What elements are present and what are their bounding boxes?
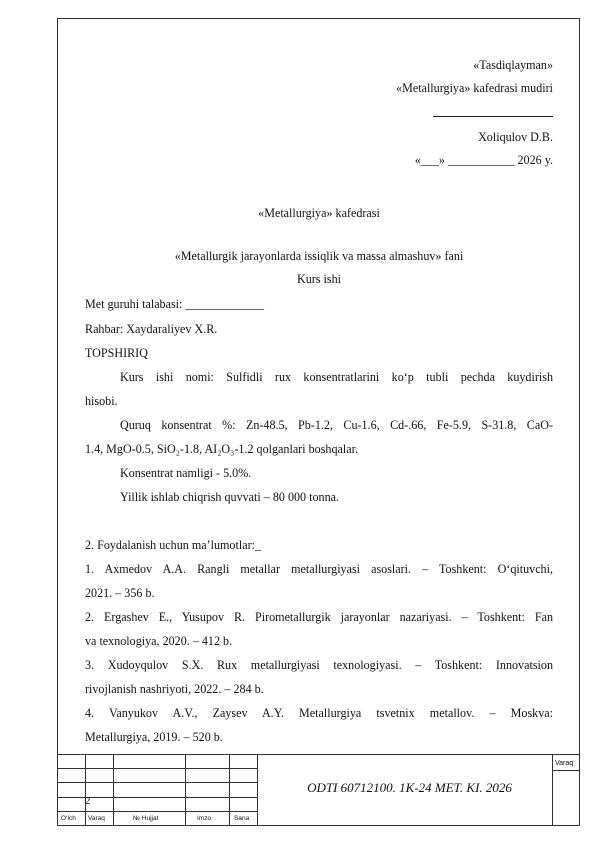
approval-name: Xoliqulov D.B. bbox=[478, 130, 553, 144]
task-topic-line2: hisobi. bbox=[85, 394, 118, 408]
stamp-varaq-label: Varaq bbox=[555, 760, 574, 767]
stamp-col-varaq: Varaq bbox=[88, 815, 105, 822]
supervisor-line: Rahbar: Xaydaraliyev X.R. bbox=[85, 322, 218, 336]
signature-line bbox=[433, 116, 553, 117]
literature-item-2-line2: va texnologiya, 2020. – 412 b. bbox=[85, 634, 233, 648]
task-capacity: Yillik ishlab chiqrish quvvati – 80 000 tonna. bbox=[120, 490, 340, 504]
stamp-col-sana: Sana bbox=[234, 815, 250, 822]
stamp-col-hujjat: № Hujjat bbox=[133, 815, 159, 822]
student-line: Met guruhi talabasi: _____________ bbox=[85, 297, 265, 311]
task-composition-line1: Quruq konsentrat %: Zn-48.5, Pb-1.2, Cu-1.6, Cd-.66, Fe-5.9, S-31.8, CaO- bbox=[120, 418, 553, 432]
work-type: Kurs ishi bbox=[296, 272, 341, 286]
task-moisture: Konsentrat namligi - 5.0%. bbox=[120, 466, 252, 480]
literature-item-4-line2: Metallurgiya, 2019. – 520 b. bbox=[85, 730, 223, 744]
literature-item-4-line1: 4. Vanyukov A.V., Zaysev A.Y. Metallurgiya tsvetnix metallov. – Moskva: bbox=[85, 706, 553, 720]
department: «Metallurgiya» kafedrasi bbox=[258, 206, 380, 220]
literature-item-1-line2: 2021. – 356 b. bbox=[85, 586, 155, 600]
stamp-page-number: 2 bbox=[85, 795, 91, 807]
approval-head: «Metallurgiya» kafedrasi mudiri bbox=[396, 81, 553, 95]
stamp-col-imzo: Imzo bbox=[197, 815, 212, 822]
task-heading: TOPSHIRIQ bbox=[85, 346, 148, 360]
task-composition-line2: 1.4, MgO-0.5, SiO₂-1.8, AI₂O₃-1.2 qolganlari boshqalar. bbox=[85, 442, 358, 456]
stamp-col-olch: O‘lch bbox=[61, 815, 76, 822]
literature-heading: 2. Foydalanish uchun ma’lumotlar:_ bbox=[85, 538, 262, 552]
literature-item-1-line1: 1. Axmedov A.A. Rangli metallar metallurgiyasi asoslari. – Toshkent: O‘qituvchi, bbox=[85, 562, 553, 576]
literature-item-3-line2: rivojlanish nashriyoti, 2022. – 284 b. bbox=[85, 682, 264, 696]
approval-date: «___» ___________ 2026 y. bbox=[414, 153, 553, 167]
literature-item-3-line1: 3. Xudoyqulov S.X. Rux metallurgiyasi texnologiyasi. – Toshkent: Innovatsion bbox=[85, 658, 553, 672]
approval-title: «Tasdiqlayman» bbox=[473, 58, 553, 72]
document-code: ODTI 60712100. 1K-24 MET. KI. 2026 bbox=[307, 780, 512, 795]
literature-item-2-line1: 2. Ergashev E., Yusupov R. Pirometallurgik jarayonlar nazariyasi. – Toshkent: Fan bbox=[85, 610, 553, 624]
title-block-stamp bbox=[57, 754, 580, 826]
subject: «Metallurgik jarayonlarda issiqlik va massa almashuv» fani bbox=[174, 249, 464, 263]
task-topic-line1: Kurs ishi nomi: Sulfidli rux konsentratlarini ko‘p tubli pechda kuydirish bbox=[120, 370, 553, 384]
